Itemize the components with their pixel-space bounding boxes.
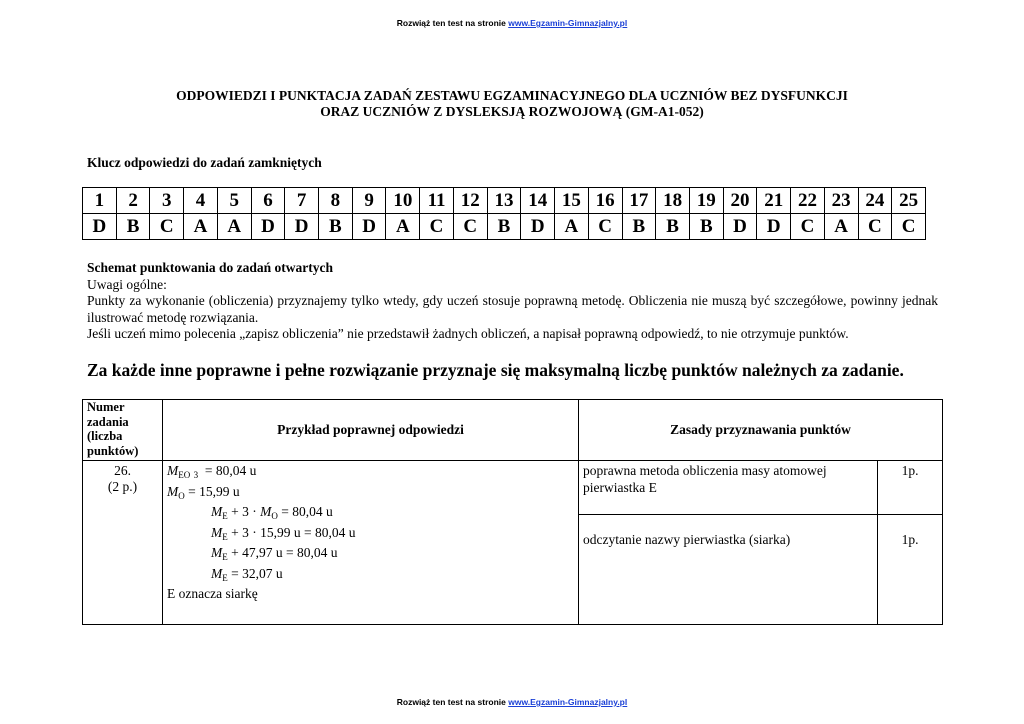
question-number-cell: 13 bbox=[487, 188, 521, 214]
answer-cell: C bbox=[892, 214, 926, 240]
answer-cell: C bbox=[858, 214, 892, 240]
criterion-1-points: 1p. bbox=[878, 461, 943, 515]
banner-text: Rozwiąż ten test na stronie bbox=[396, 697, 509, 707]
answer-cell: A bbox=[555, 214, 589, 240]
banner-text: Rozwiąż ten test na stronie bbox=[396, 18, 509, 28]
header-example-answer: Przykład poprawnej odpowiedzi bbox=[163, 400, 579, 461]
question-number-cell: 25 bbox=[892, 188, 926, 214]
question-number-cell: 5 bbox=[217, 188, 251, 214]
banner-link[interactable]: www.Egzamin-Gimnazjalny.pl bbox=[508, 18, 628, 28]
question-number-cell: 10 bbox=[386, 188, 420, 214]
answer-cell: A bbox=[386, 214, 420, 240]
answer-cell: C bbox=[588, 214, 622, 240]
solution-line-6: $M_E = 32,07$ u bbox=[211, 565, 283, 583]
answer-cell: B bbox=[689, 214, 723, 240]
question-number-cell: 9 bbox=[352, 188, 386, 214]
notes-paragraph-1: Punkty za wykonanie (obliczenia) przyznajemy tylko wtedy, gdy uczeń stosuje poprawną metodę. Obliczenia nie muszą być szczegółowe, powinny jednak ilustrować metodę rozwiązania. bbox=[87, 293, 938, 325]
criterion-2-text: odczytanie nazwy pierwiastka (siarka) bbox=[579, 515, 878, 625]
document-title bbox=[0, 88, 1024, 120]
title-line-1: ODPOWIEDZI I PUNKTACJA ZADAŃ ZESTAWU EGZAMINACYJNEGO DLA UCZNIÓW BEZ DYSFUNKCJI bbox=[176, 88, 848, 103]
answer-cell: B bbox=[487, 214, 521, 240]
answer-cell: A bbox=[184, 214, 218, 240]
banner-link[interactable]: www.Egzamin-Gimnazjalny.pl bbox=[508, 697, 628, 707]
solution-line-2: $M_O = 15,99$ u bbox=[167, 483, 240, 501]
header-task-number: Numer zadania (liczba punktów) bbox=[83, 400, 163, 461]
question-number-cell: 20 bbox=[723, 188, 757, 214]
solution-line-4: $M_E + 3 \cdot 15,99$ u = 80,04 u bbox=[211, 524, 356, 542]
top-banner bbox=[0, 18, 1024, 28]
question-number-cell: 6 bbox=[251, 188, 285, 214]
answer-cell: D bbox=[757, 214, 791, 240]
notes-heading: Schemat punktowania do zadań otwartych bbox=[87, 260, 334, 275]
answer-cell: B bbox=[656, 214, 690, 240]
criterion-2-points: 1p. bbox=[878, 515, 943, 625]
answer-cell: D bbox=[251, 214, 285, 240]
notes-paragraph-2: Jeśli uczeń mimo polecenia „zapisz obliczenia” nie przedstawił żadnych obliczeń, a napisał poprawną odpowiedź, to nie otrzymuje punktów. bbox=[87, 326, 849, 341]
question-number-cell: 16 bbox=[588, 188, 622, 214]
notes-general: Uwagi ogólne: bbox=[87, 276, 167, 292]
task-points: (2 p.) bbox=[107, 479, 138, 494]
solution-line-3: $M_E + 3 \cdot M_O = 80,04$ u bbox=[211, 504, 333, 521]
answer-key-numbers-row bbox=[83, 188, 926, 214]
answer-cell: D bbox=[723, 214, 757, 240]
answer-key-table bbox=[82, 187, 926, 240]
header-scoring-rules: Zasady przyznawania punktów bbox=[579, 400, 943, 461]
question-number-cell: 18 bbox=[656, 188, 690, 214]
question-number-cell: 11 bbox=[420, 188, 454, 214]
answer-cell: D bbox=[285, 214, 319, 240]
answer-key-heading: Klucz odpowiedzi do zadań zamkniętych bbox=[87, 155, 322, 170]
question-number-cell: 1 bbox=[83, 188, 117, 214]
answer-cell: D bbox=[521, 214, 555, 240]
question-number-cell: 21 bbox=[757, 188, 791, 214]
solution-line-5: $M_E + 47,97$ u = 80,04 u bbox=[211, 545, 338, 562]
question-number-cell: 15 bbox=[555, 188, 589, 214]
answer-cell: C bbox=[791, 214, 825, 240]
task-number-cell bbox=[83, 461, 163, 625]
solution-line-1: $M_{EO}$ $_3$ = 80,04 u bbox=[167, 463, 257, 480]
question-number-cell: 4 bbox=[184, 188, 218, 214]
question-number-cell: 17 bbox=[622, 188, 656, 214]
scoring-table bbox=[82, 399, 943, 625]
question-number-cell: 3 bbox=[150, 188, 184, 214]
answer-cell: D bbox=[83, 214, 117, 240]
question-number-cell: 19 bbox=[689, 188, 723, 214]
task-number: 26. bbox=[114, 463, 131, 478]
answer-cell: A bbox=[824, 214, 858, 240]
question-number-cell: 7 bbox=[285, 188, 319, 214]
answer-cell: C bbox=[453, 214, 487, 240]
scoring-header-row bbox=[83, 400, 943, 461]
question-number-cell: 12 bbox=[453, 188, 487, 214]
scoring-row bbox=[83, 461, 943, 515]
answer-cell: B bbox=[622, 214, 656, 240]
answer-cell: B bbox=[116, 214, 150, 240]
example-solution bbox=[163, 461, 579, 625]
question-number-cell: 14 bbox=[521, 188, 555, 214]
title-line-2: ORAZ UCZNIÓW Z DYSLEKSJĄ ROZWOJOWĄ (GM-A1-052) bbox=[320, 104, 704, 119]
answer-cell: B bbox=[319, 214, 353, 240]
scoring-notes bbox=[87, 260, 938, 343]
bottom-banner bbox=[0, 697, 1024, 707]
solution-line-7: E oznacza siarkę bbox=[167, 586, 258, 601]
answer-cell: A bbox=[217, 214, 251, 240]
question-number-cell: 24 bbox=[858, 188, 892, 214]
criterion-1-text: poprawna metoda obliczenia masy atomowej pierwiastka E bbox=[579, 461, 878, 515]
question-number-cell: 22 bbox=[791, 188, 825, 214]
question-number-cell: 2 bbox=[116, 188, 150, 214]
question-number-cell: 8 bbox=[319, 188, 353, 214]
answer-key-answers-row bbox=[83, 214, 926, 240]
answer-cell: C bbox=[420, 214, 454, 240]
question-number-cell: 23 bbox=[824, 188, 858, 214]
answer-cell: D bbox=[352, 214, 386, 240]
answer-cell: C bbox=[150, 214, 184, 240]
full-credit-note: Za każde inne poprawne i pełne rozwiązanie przyznaje się maksymalną liczbę punktów należnych za zadanie. bbox=[87, 360, 904, 380]
